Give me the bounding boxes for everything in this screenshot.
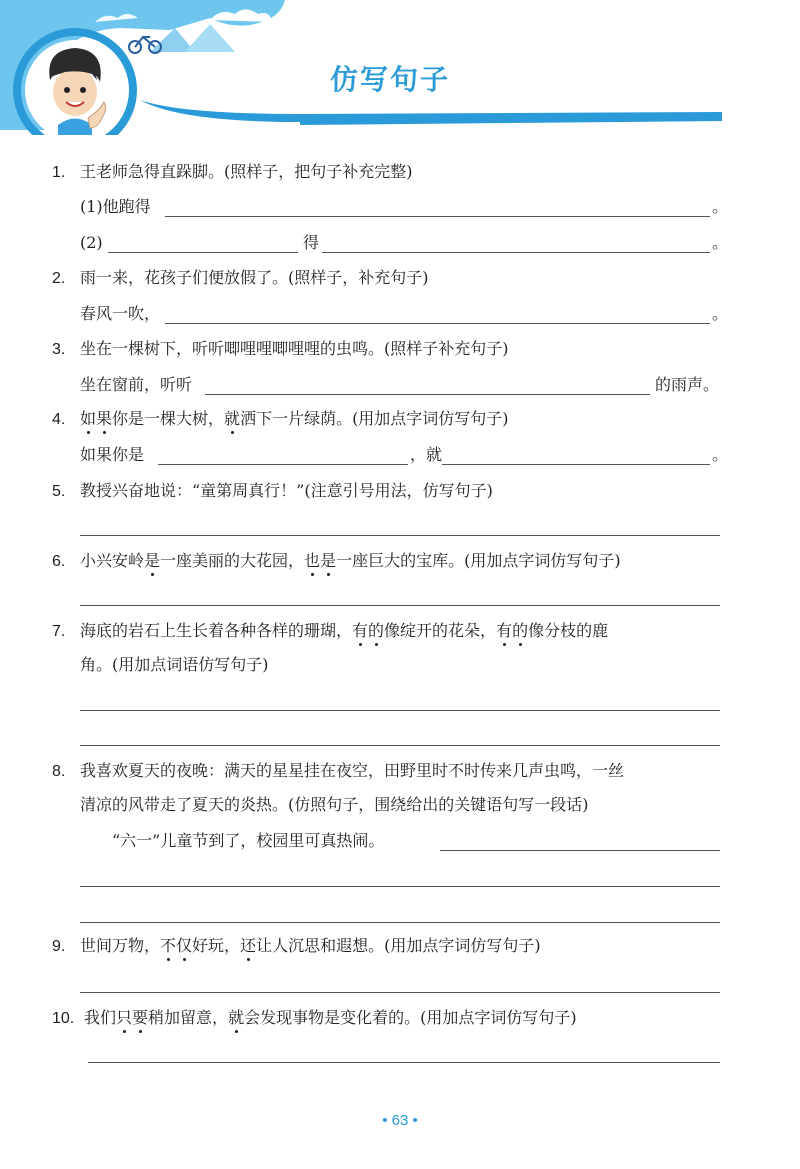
q7-text-line-2: 角。(用加点词语仿写句子) xyxy=(80,655,269,674)
question-text: 一座巨大的宝库。(用加点字词仿写句子) xyxy=(336,551,621,570)
question-text: 坐在一棵树下，听听唧哩哩唧哩哩的虫鸣。(照样子补充句子) xyxy=(80,339,509,358)
question-text: 让人沉思和遐想。(用加点字词仿写句子) xyxy=(256,936,541,955)
q4-period: 。 xyxy=(712,445,729,464)
q1-answer-b-label: (2) xyxy=(80,233,103,252)
question-text: 教授兴奋地说：“童第周真行！”(注意引号用法，仿写句子) xyxy=(80,481,493,500)
dotted-char: 不 xyxy=(160,936,177,955)
q4-answer-label: 如果你是 xyxy=(80,445,145,464)
question-7 xyxy=(52,620,608,643)
q7-answer-line-1[interactable] xyxy=(80,710,720,711)
q8-answer-line-2[interactable] xyxy=(80,886,720,887)
dotted-char: 也 xyxy=(304,551,321,570)
q1-answer-line-b1[interactable] xyxy=(108,252,298,253)
dotted-char: 果 xyxy=(96,409,113,428)
q4-answer-line-2[interactable] xyxy=(442,464,710,465)
dotted-char: 如 xyxy=(80,409,97,428)
dotted-char: 就 xyxy=(228,1008,245,1027)
question-4 xyxy=(52,408,509,431)
question-text: 小兴安岭 xyxy=(80,551,145,570)
dotted-char: 有 xyxy=(496,621,513,640)
page-number: • 63 • xyxy=(382,1112,418,1129)
dotted-char: 仅 xyxy=(176,936,193,955)
q8-answer-line-3[interactable] xyxy=(80,922,720,923)
question-6 xyxy=(52,550,621,573)
header-banner xyxy=(0,0,800,135)
question-text: 我们 xyxy=(84,1008,117,1027)
q1-answer-line-b2[interactable] xyxy=(322,252,710,253)
question-text: 世间万物， xyxy=(80,936,161,955)
q1-answer-b-mid: 得 xyxy=(303,233,320,252)
question-text: 好玩， xyxy=(192,936,241,955)
q2-answer-line[interactable] xyxy=(165,323,710,324)
q1-answer-a-label: (1)他跑得 xyxy=(80,197,151,216)
q8-answer-line-1[interactable] xyxy=(440,850,720,851)
question-text: 像绽开的花朵， xyxy=(384,621,497,640)
q7-answer-line-2[interactable] xyxy=(80,745,720,746)
question-number: 10. xyxy=(52,1010,75,1027)
question-text: 一座美丽的大花园， xyxy=(160,551,305,570)
dotted-char: 要 xyxy=(132,1008,149,1027)
q9-answer-line[interactable] xyxy=(80,992,720,993)
dotted-char: 是 xyxy=(320,551,337,570)
dotted-char: 的 xyxy=(368,621,385,640)
q8-prompt: “六一”儿童节到了，校园里可真热闹。 xyxy=(112,831,385,850)
q3-answer-line[interactable] xyxy=(205,394,650,395)
question-text: 像分枝的鹿 xyxy=(528,621,609,640)
question-9 xyxy=(52,935,541,958)
question-number: 2. xyxy=(52,270,66,287)
q2-answer-label: 春风一吹， xyxy=(80,304,161,323)
q3-answer-end: 的雨声。 xyxy=(655,375,720,394)
question-text: 你是一棵大树， xyxy=(112,409,225,428)
question-number: 9. xyxy=(52,938,66,955)
q2-period: 。 xyxy=(712,304,729,323)
question-number: 4. xyxy=(52,411,66,428)
q5-answer-line[interactable] xyxy=(80,535,720,536)
question-10 xyxy=(52,1007,577,1030)
question-text: 我喜欢夏天的夜晚：满天的星星挂在夜空，田野里时不时传来几声虫鸣，一丝 xyxy=(80,761,625,780)
dotted-char: 的 xyxy=(512,621,529,640)
q6-answer-line[interactable] xyxy=(80,605,720,606)
question-text: 海底的岩石上生长着各种各样的珊瑚， xyxy=(80,621,353,640)
question-number: 1. xyxy=(52,164,66,181)
question-number: 8. xyxy=(52,763,66,780)
question-number: 5. xyxy=(52,483,66,500)
question-3 xyxy=(52,338,509,361)
question-text: 稍加留意， xyxy=(148,1008,229,1027)
page-title: 仿写句子 xyxy=(329,63,450,96)
question-2 xyxy=(52,267,429,290)
question-text: 雨一来，花孩子们便放假了。(照样子，补充句子) xyxy=(80,268,429,287)
question-text: 会发现事物是变化着的。(用加点字词仿写句子) xyxy=(244,1008,577,1027)
question-text: 王老师急得直跺脚。(照样子，把句子补充完整) xyxy=(80,162,413,181)
q3-answer-label: 坐在窗前，听听 xyxy=(80,375,193,394)
q1-period-b: 。 xyxy=(712,233,729,252)
dotted-char: 还 xyxy=(240,936,257,955)
q4-answer-mid: ，就 xyxy=(410,445,443,464)
question-5 xyxy=(52,480,493,503)
question-1 xyxy=(52,161,413,184)
q1-period-a: 。 xyxy=(712,197,729,216)
dotted-char: 是 xyxy=(144,551,161,570)
question-number: 3. xyxy=(52,341,66,358)
dotted-char: 就 xyxy=(224,409,241,428)
q4-answer-line-1[interactable] xyxy=(158,464,408,465)
question-8 xyxy=(52,760,624,783)
dotted-char: 只 xyxy=(116,1008,133,1027)
question-text: 洒下一片绿荫。(用加点字词仿写句子) xyxy=(240,409,509,428)
q1-answer-line-a[interactable] xyxy=(165,216,710,217)
question-number: 7. xyxy=(52,623,66,640)
question-number: 6. xyxy=(52,553,66,570)
q10-answer-line[interactable] xyxy=(88,1062,720,1063)
q8-text-line-2: 清凉的风带走了夏天的炎热。(仿照句子，围绕给出的关键语句写一段话) xyxy=(80,795,589,814)
dotted-char: 有 xyxy=(352,621,369,640)
